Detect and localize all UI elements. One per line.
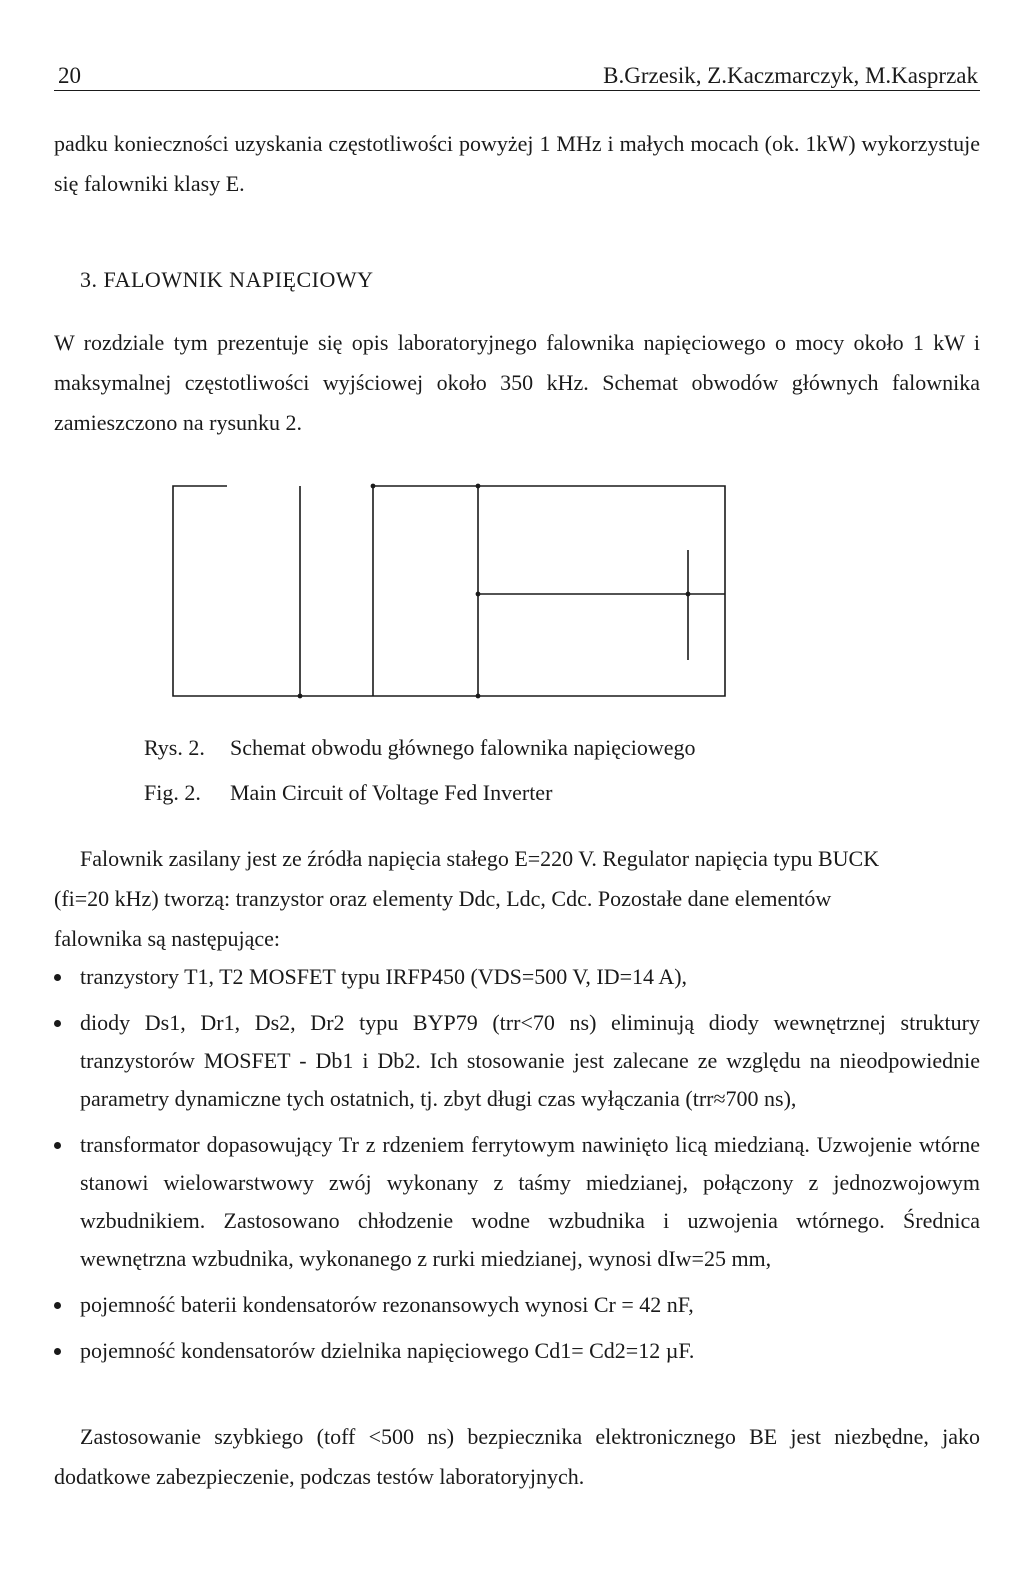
list-item-text: tranzystory T1, T2 MOSFET typu IRFP450 (VDS=500 V, ID=14 A), — [80, 964, 688, 989]
list-item-text: transformator dopasowujący Tr z rdzeniem ferrytowym nawinięto licą miedzianą. Uzwojenie wtórne stanowi wielowarstwowy zwój wykonany z taśmy miedzianej, połączony z jednozwojowym wzbudnikiem. Zastosowano chłodzenie wodne wzbudnika i uzwojenia wtórnego. Średnica wewnętrzna wzbudnika, wykonanego z rurki miedzianej, wynosi dIw=25 mm, — [80, 1132, 980, 1271]
list-item — [54, 958, 980, 996]
supply-line-1: Falownik zasilany jest ze źródła napięcia stałego E=220 V. Regulator napięcia typu BUCK — [80, 846, 880, 871]
caption-text-pl: Schemat obwodu głównego falownika napięciowego — [230, 735, 696, 760]
junction-dot — [686, 592, 691, 597]
junction-dot — [476, 592, 481, 597]
caption-label-en: Fig. 2. — [144, 780, 201, 805]
circuit-junctions — [298, 484, 691, 699]
caption-label-pl: Rys. 2. — [144, 735, 205, 760]
supply-line-2: (fi=20 kHz) tworzą: tranzystor oraz elementy Ddc, Ldc, Cdc. Pozostałe dane elementów — [54, 886, 832, 911]
bullet-icon — [54, 974, 61, 981]
bullet-icon — [54, 1302, 61, 1309]
list-item-text: pojemność baterii kondensatorów rezonansowych wynosi Cr = 42 nF, — [80, 1292, 694, 1317]
circuit-diagram — [170, 480, 730, 702]
junction-dot — [476, 694, 481, 699]
section-title: 3. FALOWNIK NAPIĘCIOWY — [80, 267, 374, 292]
list-item-text: diody Ds1, Dr1, Ds2, Dr2 typu BYP79 (trr<70 ns) eliminują diody wewnętrznej struktury tranzystorów MOSFET - Db1 i Db2. Ich stosowanie jest zalecane ze względu na nieodpowiednie parametry dynamiczne tych ostatnich, tj. zbyt długi czas wyłączania (trr≈700 ns), — [80, 1010, 980, 1111]
circuit-wires — [173, 486, 725, 696]
list-item — [54, 1286, 980, 1324]
bullet-icon — [54, 1020, 61, 1027]
intro-paragraph: padku konieczności uzyskania częstotliwości powyżej 1 MHz i małych mocach (ok. 1kW) wykorzystuje się falowniki klasy E. — [54, 131, 980, 196]
list-item — [54, 1332, 980, 1370]
junction-dot — [298, 694, 303, 699]
supply-line-3: falownika są następujące: — [54, 926, 281, 951]
list-item-text: pojemność kondensatorów dzielnika napięciowego Cd1= Cd2=12 µF. — [80, 1338, 695, 1363]
junction-dot — [476, 484, 481, 489]
figure-caption-en — [144, 780, 552, 806]
page-number: 20 — [58, 63, 81, 88]
circuit-outer-loop — [173, 486, 725, 696]
caption-text-en: Main Circuit of Voltage Fed Inverter — [230, 780, 553, 805]
authors: B.Grzesik, Z.Kaczmarczyk, M.Kasprzak — [603, 63, 978, 88]
junction-dot — [371, 484, 376, 489]
list-item — [54, 1004, 980, 1118]
section-paragraph: W rozdziale tym prezentuje się opis laboratoryjnego falownika napięciowego o mocy około 1 kW i maksymalnej częstotliwości wyjściowej około 350 kHz. Schemat obwodów głównych falownika zamieszczono na rysunku 2. — [54, 330, 980, 435]
bullet-icon — [54, 1142, 61, 1149]
closing-paragraph: Zastosowanie szybkiego (toff <500 ns) bezpiecznika elektronicznego BE jest niezbędne, jako dodatkowe zabezpieczenie, podczas testów laboratoryjnych. — [54, 1424, 980, 1489]
list-item — [54, 1126, 980, 1278]
figure-caption-pl — [144, 735, 696, 761]
bullet-icon — [54, 1348, 61, 1355]
running-header — [54, 62, 980, 91]
component-list — [54, 958, 980, 1378]
